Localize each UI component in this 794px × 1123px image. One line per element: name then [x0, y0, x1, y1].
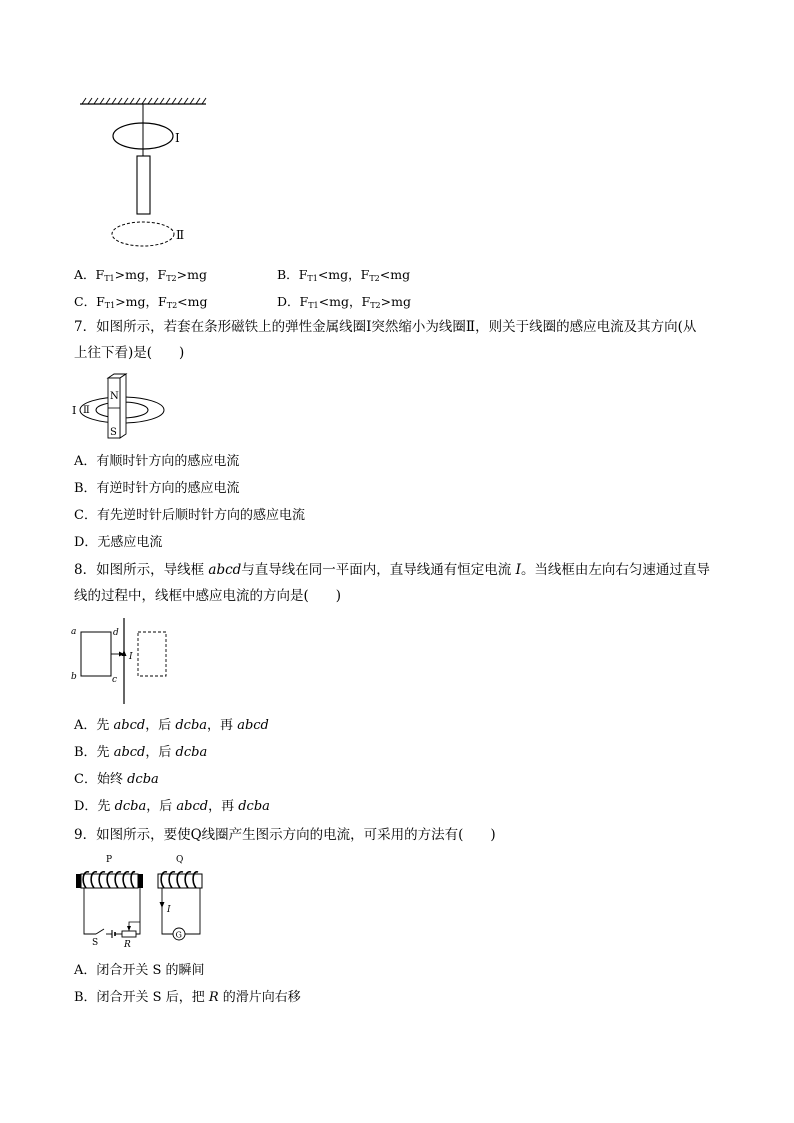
- ring-2-label: Ⅱ: [176, 228, 185, 242]
- q8-option-c: C．始终 dcba: [74, 772, 159, 787]
- wire-frame-moved: [138, 632, 166, 676]
- ring-1-label: I: [175, 131, 180, 145]
- coil-inner-label: Ⅱ: [83, 405, 90, 416]
- q7-stem: [74, 314, 734, 366]
- q9-line-1: 9．如图所示，要使Q线圈产生图示方向的电流，可采用的方法有( ): [74, 827, 496, 843]
- q7-option-c: C．有先逆时针后顺时针方向的感应电流: [74, 508, 305, 523]
- q8-option-b: B．先 abcd，后 dcba: [74, 745, 208, 760]
- label-q: Q: [176, 855, 184, 865]
- q8-line-1: 8．如图所示，导线框 abcd与直导线在同一平面内，直导线通有恒定电流 I。当线框由左向右匀速通过直导: [74, 562, 710, 578]
- pole-n-label: N: [110, 391, 119, 402]
- label-g: G: [175, 930, 182, 940]
- label-r: R: [124, 940, 131, 950]
- q9-figure: [72, 850, 212, 950]
- q8-option-d: D．先 dcba，后 abcd，再 dcba: [74, 799, 270, 814]
- label-b: b: [71, 672, 77, 682]
- q6-figure: [78, 96, 218, 256]
- label-i: I: [129, 652, 133, 662]
- label-p: P: [106, 855, 113, 865]
- q7-line-1: 7．如图所示，若套在条形磁铁上的弹性金属线圈Ⅰ突然缩小为线圈Ⅱ，则关于线圈的感应电流及其方向(从: [74, 319, 697, 335]
- q8-line-2: 线的过程中，线框中感应电流的方向是( ): [74, 588, 342, 604]
- rheostat-r: [122, 931, 136, 937]
- wire-frame: [81, 632, 111, 676]
- q9-option-a: A．闭合开关 S 的瞬间: [74, 963, 205, 978]
- q8-option-a: A．先 abcd，后 dcba，再 abcd: [74, 718, 269, 733]
- label-a: a: [71, 627, 77, 637]
- q8-figure: [70, 618, 180, 704]
- label-s: S: [92, 938, 99, 948]
- label-d: d: [113, 628, 119, 638]
- q7-option-b: B．有逆时针方向的感应电流: [74, 481, 240, 496]
- q6-option-a: A．$F_{T1}>mg$，$F_{T2}>mg$: [74, 267, 207, 283]
- label-i: I: [167, 905, 171, 915]
- ring-2: [112, 222, 174, 246]
- q7-figure: [72, 372, 172, 442]
- pole-s-label: S: [110, 427, 117, 438]
- q7-option-a: A．有顺时针方向的感应电流: [74, 454, 240, 469]
- q6-option-b: B．$F_{T1}<mg$，$F_{T2}<mg$: [277, 267, 411, 283]
- switch-s: [96, 929, 104, 934]
- q7-line-2: 上往下看)是( ): [74, 345, 185, 361]
- current-arrow: [122, 650, 127, 656]
- q7-option-d: D．无感应电流: [74, 535, 163, 550]
- q6-option-c: C．$F_{T1}>mg$，$F_{T2}<mg$: [74, 294, 208, 310]
- q9-option-b: B．闭合开关 S 后，把 R 的滑片向右移: [74, 990, 301, 1005]
- current-arrow: [160, 902, 165, 908]
- bar-magnet: [137, 156, 150, 214]
- q8-stem: [74, 557, 734, 609]
- q6-option-d: D．$F_{T1}<mg$，$F_{T2}>mg$: [277, 294, 411, 310]
- q9-stem: [74, 822, 734, 848]
- label-c: c: [112, 675, 118, 685]
- coil-outer-label: Ⅰ: [72, 404, 77, 417]
